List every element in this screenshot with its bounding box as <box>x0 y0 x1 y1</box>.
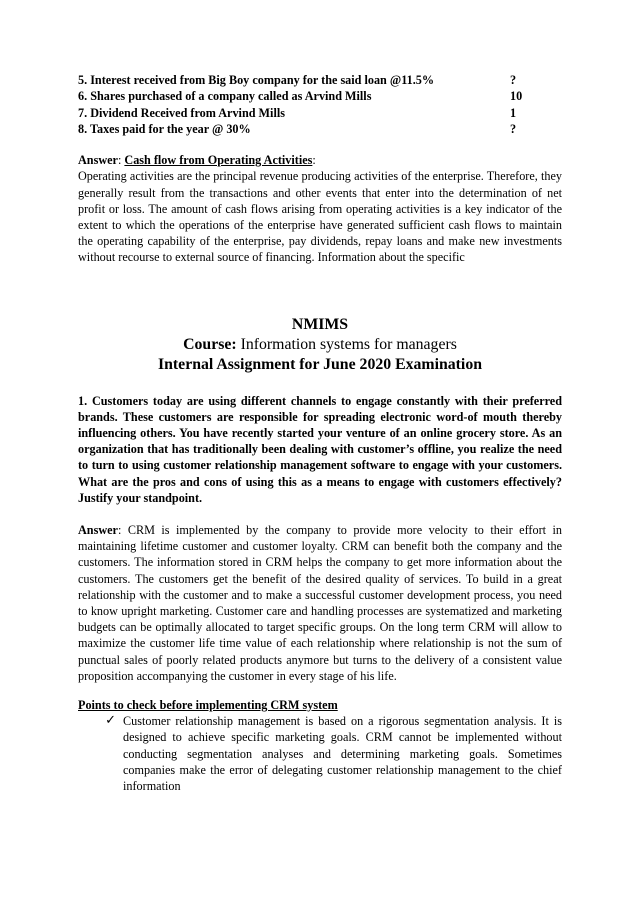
answer-one-body: Operating activities are the principal revenue producing activities of the enterprise. Therefore, they generally result from the transactions and other events that enter into the determination of net profit or loss. The amount of cash flows arising from operating activities is a key indicator of the extent to which the operations of the enterprise have generated sufficient cash flows to maintain the operating capability of the enterprise, pay dividends, repay loans and make new investments without recourse to external source of financing. Information about the specific <box>78 169 562 265</box>
answer-two-body: : CRM is implemented by the company to provide more velocity to their effort in maintaining lifetime customer and customer loyalty. CRM can benefit both the company and the customers. The information stored in CRM helps the company to get more information about the customers. The customers get the benefit of the desired quality of services. To build in a great relationship with the customer and to make a successful customer development process, you need to know upright marketing. Customer care and handling processes are systematized and marketing budgets can be optimally allocated to target specific groups. On the long term CRM will allow to maximize the customer life time value of each relationship where relationship is not the sum of punctual sales of poorly related products anymore but turns to the delivery of a consistent value proposition accompanying the customer in every stage of his life. <box>78 523 562 683</box>
course-line <box>78 335 562 355</box>
course-value: Information systems for managers <box>236 335 457 353</box>
bullet-text: Customer relationship management is based on a rigorous segmentation analysis. It is designed to achieve specific marketing goals. CRM cannot be implemented without conducting segmentation analyses and determining marketing goals. Sometimes companies make the error of delegating customer relationship management to the chief information <box>123 714 562 794</box>
answer-one-heading <box>78 152 562 168</box>
assignment-header <box>78 315 562 375</box>
item-value: ? <box>510 121 517 136</box>
heading-colon: : <box>312 153 316 168</box>
list-item <box>78 121 562 137</box>
page-title: NMIMS <box>291 315 349 333</box>
operating-activities-heading: Cash flow from Operating Activities <box>124 153 313 168</box>
list-item <box>78 88 562 104</box>
assignment-subtitle: Internal Assignment for June 2020 Examination <box>157 355 482 373</box>
question-one: 1. Customers today are using different channels to engage constantly with their preferred brands. These customers are responsible for spreading electronic word-of mouth thereby influencing others. You have recently started your venture of an online grocery store. As an organization that has traditionally been dealing with customer’s offline, you realize the need to turn to using customer relationship management software to engage with your customers. What are the pros and cons of using this as a means to engage with customers effectively? Justify your standpoint. <box>78 393 562 505</box>
answer-colon: : <box>117 153 125 168</box>
answer-label: Answer <box>78 153 118 168</box>
points-heading: Points to check before implementing CRM system <box>78 698 338 713</box>
list-item <box>78 105 562 121</box>
item-value: 1 <box>510 105 517 120</box>
item-value: ? <box>510 73 517 87</box>
item-value: 10 <box>510 89 523 104</box>
cash-flow-item-list <box>78 72 562 137</box>
list-item <box>78 72 562 88</box>
item-label: 5. Interest received from Big Boy company for the said loan @11.5% <box>78 73 435 87</box>
item-label: 8. Taxes paid for the year @ 30% <box>78 121 251 136</box>
checkmark-icon: ✓ <box>105 713 116 729</box>
answer-two <box>78 522 562 684</box>
answer-label: Answer <box>78 523 118 538</box>
bullet-item <box>78 713 562 794</box>
item-label: 6. Shares purchased of a company called as Arvind Mills <box>78 89 372 104</box>
course-label: Course: <box>183 335 237 353</box>
item-label: 7. Dividend Received from Arvind Mills <box>78 105 285 120</box>
document-page <box>78 72 562 794</box>
